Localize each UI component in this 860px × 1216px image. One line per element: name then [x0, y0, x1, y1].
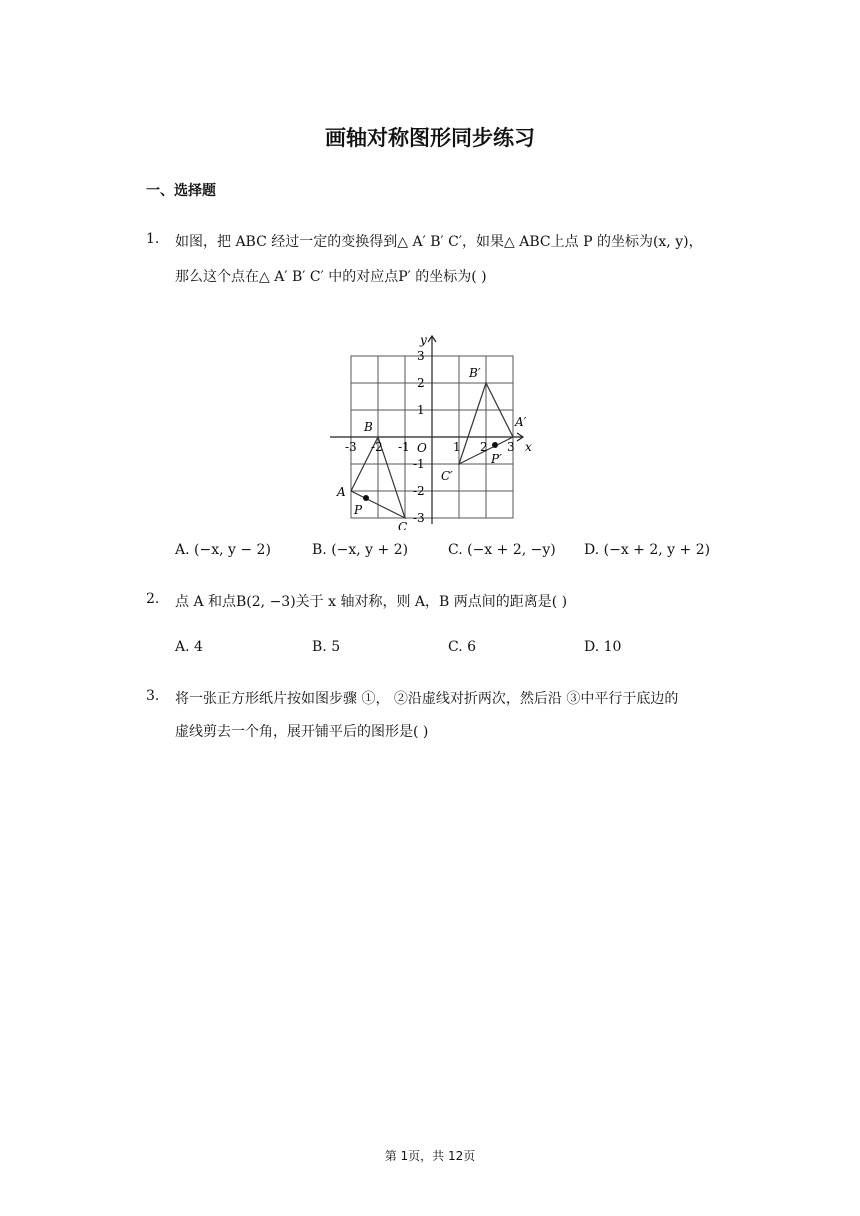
question-1-option-a[interactable]: A. (−x, y − 2)	[175, 542, 271, 558]
question-1-line-1: 如图，把 ABC 经过一定的变换得到△ A′ B′ C′，如果△ ABC上点 P 的坐标为(x, y)，	[175, 234, 703, 250]
origin-label: O	[417, 441, 427, 455]
vertex-label-b-prime: B′	[469, 366, 481, 380]
vertex-label-c: C	[398, 520, 408, 530]
question-3-line-1: 将一张正方形纸片按如图步骤 ①， ②沿虚线对折两次，然后沿 ③中平行于底边的	[175, 691, 679, 707]
x-tick-label: 3	[507, 440, 515, 454]
vertex-label-a: A	[337, 485, 346, 499]
y-tick-label: -1	[413, 457, 425, 471]
x-tick-label: 2	[480, 440, 488, 454]
question-1-option-b[interactable]: B. (−x, y + 2)	[312, 542, 409, 558]
question-2-option-d[interactable]: D. 10	[584, 639, 622, 655]
vertex-label-b: B	[364, 420, 373, 434]
x-axis-label: x	[525, 440, 532, 454]
question-1-option-d[interactable]: D. (−x + 2, y + 2)	[584, 542, 711, 558]
axes	[330, 336, 523, 524]
question-2-option-c[interactable]: C. 6	[448, 639, 477, 655]
vertex-label-c-prime: C′	[441, 469, 453, 483]
point-p	[363, 495, 369, 501]
section-title: 一、选择题	[146, 183, 216, 199]
question-2-option-b[interactable]: B. 5	[312, 639, 341, 655]
point-label-p: P	[354, 503, 363, 517]
point-label-p-prime: P′	[491, 452, 502, 466]
y-tick-label: 3	[417, 349, 425, 363]
question-2-number: 2.	[146, 591, 160, 607]
coordinate-figure	[325, 330, 535, 530]
x-tick-label: -1	[398, 440, 410, 454]
question-3-number: 3.	[146, 688, 160, 704]
question-3-line-2: 虚线剪去一个角，展开铺平后的图形是( )	[175, 724, 429, 740]
x-tick-label: -3	[345, 440, 357, 454]
question-2-line-1: 点 A 和点B(2, −3)关于 x 轴对称，则 A，B 两点间的距离是( )	[175, 594, 568, 610]
x-tick-label: -2	[371, 440, 383, 454]
y-axis-label: y	[420, 333, 427, 347]
x-tick-label: 1	[453, 440, 461, 454]
y-tick-label: 1	[417, 403, 425, 417]
question-1-option-c[interactable]: C. (−x + 2, −y)	[448, 542, 556, 558]
y-tick-label: -2	[413, 484, 425, 498]
question-1-line-2: 那么这个点在△ A′ B′ C′ 中的对应点P′ 的坐标为( )	[175, 269, 487, 285]
y-tick-label: 2	[417, 376, 425, 390]
page-title: 画轴对称图形同步练习	[325, 126, 535, 150]
page-footer: 第 1页，共 12页	[384, 1149, 476, 1163]
question-1-number: 1.	[146, 231, 160, 247]
question-2-option-a[interactable]: A. 4	[175, 639, 203, 655]
point-p-prime	[492, 442, 498, 448]
y-tick-label: -3	[413, 511, 425, 525]
vertex-label-a-prime: A′	[515, 415, 527, 429]
